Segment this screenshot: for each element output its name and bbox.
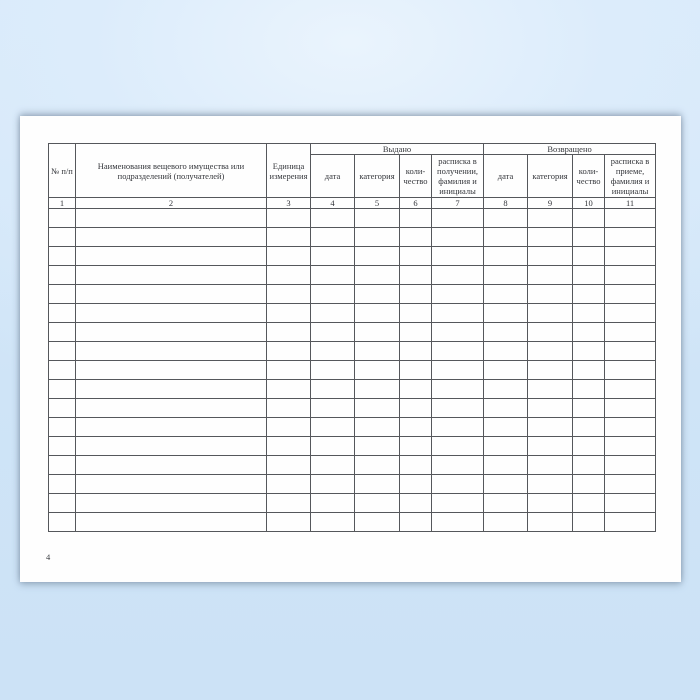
empty-cell: [605, 437, 656, 456]
empty-cell: [573, 399, 605, 418]
empty-cell: [267, 437, 311, 456]
empty-cell: [400, 437, 432, 456]
empty-cell: [267, 304, 311, 323]
empty-cell: [400, 228, 432, 247]
empty-cell: [605, 361, 656, 380]
empty-ledger-row: [49, 285, 656, 304]
empty-ledger-row: [49, 342, 656, 361]
empty-cell: [432, 285, 484, 304]
empty-cell: [432, 494, 484, 513]
empty-cell: [605, 513, 656, 532]
empty-cell: [267, 228, 311, 247]
empty-cell: [267, 361, 311, 380]
empty-cell: [573, 475, 605, 494]
empty-cell: [49, 494, 76, 513]
column-number: 2: [76, 198, 267, 209]
empty-cell: [605, 494, 656, 513]
column-number-row: [49, 198, 656, 209]
page-number: 4: [46, 552, 51, 562]
empty-ledger-row: [49, 437, 656, 456]
empty-cell: [49, 475, 76, 494]
empty-cell: [76, 361, 267, 380]
empty-cell: [355, 209, 400, 228]
empty-cell: [528, 266, 573, 285]
empty-ledger-row: [49, 380, 656, 399]
empty-cell: [605, 456, 656, 475]
empty-cell: [400, 285, 432, 304]
empty-cell: [355, 323, 400, 342]
empty-cell: [311, 285, 355, 304]
empty-cell: [267, 456, 311, 475]
empty-cell: [528, 342, 573, 361]
empty-cell: [76, 228, 267, 247]
empty-cell: [355, 437, 400, 456]
col-header-issued-quantity: коли-чество: [400, 155, 432, 198]
empty-cell: [528, 475, 573, 494]
empty-cell: [400, 361, 432, 380]
empty-cell: [311, 304, 355, 323]
empty-cell: [311, 494, 355, 513]
empty-cell: [355, 475, 400, 494]
empty-cell: [605, 380, 656, 399]
empty-cell: [49, 513, 76, 532]
issue-return-ledger-table: [48, 143, 656, 532]
empty-ledger-row: [49, 494, 656, 513]
empty-cell: [573, 494, 605, 513]
empty-cell: [267, 418, 311, 437]
empty-cell: [432, 513, 484, 532]
column-number: 3: [267, 198, 311, 209]
empty-cell: [49, 399, 76, 418]
empty-cell: [432, 304, 484, 323]
empty-cell: [400, 399, 432, 418]
empty-cell: [605, 418, 656, 437]
empty-cell: [573, 380, 605, 399]
empty-cell: [355, 494, 400, 513]
empty-cell: [605, 209, 656, 228]
empty-ledger-row: [49, 513, 656, 532]
empty-cell: [49, 266, 76, 285]
empty-cell: [400, 494, 432, 513]
empty-ledger-row: [49, 399, 656, 418]
empty-cell: [528, 247, 573, 266]
empty-cell: [267, 380, 311, 399]
empty-cell: [432, 456, 484, 475]
empty-cell: [528, 285, 573, 304]
empty-cell: [573, 228, 605, 247]
empty-cell: [400, 418, 432, 437]
empty-cell: [267, 247, 311, 266]
empty-cell: [311, 323, 355, 342]
empty-cell: [267, 513, 311, 532]
empty-cell: [573, 323, 605, 342]
empty-cell: [528, 437, 573, 456]
empty-cell: [311, 228, 355, 247]
empty-cell: [400, 513, 432, 532]
empty-cell: [267, 342, 311, 361]
empty-cell: [432, 380, 484, 399]
empty-cell: [432, 418, 484, 437]
empty-cell: [573, 266, 605, 285]
empty-cell: [311, 380, 355, 399]
empty-cell: [311, 437, 355, 456]
empty-cell: [76, 399, 267, 418]
empty-cell: [76, 456, 267, 475]
empty-cell: [49, 304, 76, 323]
empty-cell: [355, 285, 400, 304]
empty-cell: [400, 304, 432, 323]
empty-cell: [49, 380, 76, 399]
empty-cell: [484, 399, 528, 418]
empty-cell: [573, 418, 605, 437]
empty-cell: [400, 342, 432, 361]
empty-cell: [484, 304, 528, 323]
empty-cell: [76, 285, 267, 304]
col-header-unit: Единица измерения: [267, 144, 311, 198]
empty-cell: [432, 399, 484, 418]
empty-cell: [400, 266, 432, 285]
empty-data-rows: [49, 209, 656, 532]
empty-cell: [76, 323, 267, 342]
empty-cell: [605, 399, 656, 418]
empty-cell: [432, 209, 484, 228]
empty-cell: [573, 247, 605, 266]
empty-cell: [528, 209, 573, 228]
empty-cell: [484, 266, 528, 285]
empty-cell: [484, 437, 528, 456]
column-number: 9: [528, 198, 573, 209]
empty-cell: [355, 380, 400, 399]
empty-cell: [528, 361, 573, 380]
empty-cell: [76, 304, 267, 323]
empty-cell: [573, 342, 605, 361]
empty-cell: [76, 418, 267, 437]
empty-cell: [311, 456, 355, 475]
empty-cell: [49, 209, 76, 228]
empty-cell: [76, 513, 267, 532]
empty-cell: [76, 494, 267, 513]
col-header-issued-receipt: расписка в получении, фамилия и инициалы: [432, 155, 484, 198]
empty-cell: [605, 228, 656, 247]
empty-ledger-row: [49, 247, 656, 266]
empty-cell: [76, 266, 267, 285]
empty-ledger-row: [49, 209, 656, 228]
empty-ledger-row: [49, 228, 656, 247]
empty-cell: [311, 209, 355, 228]
empty-cell: [484, 209, 528, 228]
empty-cell: [355, 304, 400, 323]
empty-ledger-row: [49, 456, 656, 475]
empty-cell: [76, 437, 267, 456]
empty-cell: [528, 513, 573, 532]
empty-cell: [605, 266, 656, 285]
empty-cell: [528, 380, 573, 399]
empty-cell: [484, 228, 528, 247]
empty-cell: [528, 399, 573, 418]
empty-cell: [573, 361, 605, 380]
empty-cell: [432, 228, 484, 247]
empty-cell: [49, 361, 76, 380]
empty-cell: [76, 247, 267, 266]
empty-ledger-row: [49, 266, 656, 285]
empty-cell: [76, 380, 267, 399]
col-header-returned-date: дата: [484, 155, 528, 198]
empty-cell: [484, 456, 528, 475]
empty-cell: [311, 266, 355, 285]
empty-cell: [400, 475, 432, 494]
empty-cell: [528, 418, 573, 437]
empty-cell: [49, 342, 76, 361]
col-header-returned-receipt: расписка в приеме, фамилия и инициалы: [605, 155, 656, 198]
empty-cell: [605, 304, 656, 323]
empty-cell: [484, 247, 528, 266]
empty-cell: [605, 342, 656, 361]
empty-cell: [355, 456, 400, 475]
column-number: 5: [355, 198, 400, 209]
empty-cell: [432, 342, 484, 361]
empty-cell: [267, 209, 311, 228]
empty-cell: [311, 247, 355, 266]
table-group-header-row: [49, 144, 656, 155]
column-number: 1: [49, 198, 76, 209]
empty-cell: [484, 380, 528, 399]
column-number: 6: [400, 198, 432, 209]
empty-cell: [76, 209, 267, 228]
column-number: 11: [605, 198, 656, 209]
empty-cell: [311, 475, 355, 494]
empty-cell: [605, 285, 656, 304]
empty-cell: [400, 209, 432, 228]
empty-cell: [76, 342, 267, 361]
empty-cell: [355, 342, 400, 361]
empty-cell: [49, 228, 76, 247]
empty-ledger-row: [49, 475, 656, 494]
empty-cell: [484, 475, 528, 494]
empty-cell: [355, 513, 400, 532]
empty-cell: [355, 418, 400, 437]
empty-cell: [605, 475, 656, 494]
empty-cell: [76, 475, 267, 494]
col-header-issued-category: категория: [355, 155, 400, 198]
empty-cell: [573, 437, 605, 456]
col-header-number: № п/п: [49, 144, 76, 198]
empty-cell: [49, 456, 76, 475]
column-number: 10: [573, 198, 605, 209]
col-header-issued-date: дата: [311, 155, 355, 198]
empty-cell: [267, 285, 311, 304]
empty-cell: [528, 323, 573, 342]
empty-cell: [355, 247, 400, 266]
empty-cell: [484, 285, 528, 304]
empty-cell: [267, 475, 311, 494]
empty-cell: [49, 323, 76, 342]
column-number: 4: [311, 198, 355, 209]
empty-cell: [311, 361, 355, 380]
empty-cell: [573, 456, 605, 475]
empty-cell: [400, 456, 432, 475]
empty-ledger-row: [49, 323, 656, 342]
empty-cell: [267, 323, 311, 342]
empty-cell: [311, 418, 355, 437]
empty-ledger-row: [49, 304, 656, 323]
document-sheet: [20, 116, 681, 582]
empty-cell: [49, 247, 76, 266]
empty-ledger-row: [49, 418, 656, 437]
empty-cell: [355, 399, 400, 418]
empty-cell: [484, 361, 528, 380]
empty-cell: [311, 513, 355, 532]
empty-cell: [605, 323, 656, 342]
empty-cell: [484, 494, 528, 513]
empty-cell: [400, 380, 432, 399]
empty-cell: [267, 399, 311, 418]
col-header-returned-category: категория: [528, 155, 573, 198]
column-number: 7: [432, 198, 484, 209]
empty-cell: [432, 323, 484, 342]
empty-cell: [49, 285, 76, 304]
col-header-item-name: Наименования вещевого имущества или подразделений (получателей): [76, 144, 267, 198]
empty-cell: [355, 228, 400, 247]
empty-cell: [528, 304, 573, 323]
empty-cell: [400, 247, 432, 266]
empty-cell: [484, 513, 528, 532]
empty-cell: [573, 285, 605, 304]
empty-cell: [432, 475, 484, 494]
empty-cell: [528, 456, 573, 475]
empty-cell: [484, 323, 528, 342]
empty-cell: [573, 304, 605, 323]
empty-cell: [484, 418, 528, 437]
group-header-returned: Возвращено: [484, 144, 656, 155]
empty-cell: [267, 494, 311, 513]
empty-cell: [432, 437, 484, 456]
empty-cell: [573, 209, 605, 228]
col-header-returned-quantity: коли-чество: [573, 155, 605, 198]
empty-cell: [528, 228, 573, 247]
empty-cell: [355, 266, 400, 285]
empty-cell: [311, 342, 355, 361]
empty-cell: [605, 247, 656, 266]
empty-cell: [484, 342, 528, 361]
empty-ledger-row: [49, 361, 656, 380]
empty-cell: [267, 266, 311, 285]
empty-cell: [355, 361, 400, 380]
empty-cell: [432, 247, 484, 266]
empty-cell: [432, 266, 484, 285]
empty-cell: [432, 361, 484, 380]
column-number: 8: [484, 198, 528, 209]
empty-cell: [573, 513, 605, 532]
empty-cell: [49, 437, 76, 456]
empty-cell: [311, 399, 355, 418]
group-header-issued: Выдано: [311, 144, 484, 155]
empty-cell: [400, 323, 432, 342]
empty-cell: [528, 494, 573, 513]
empty-cell: [49, 418, 76, 437]
